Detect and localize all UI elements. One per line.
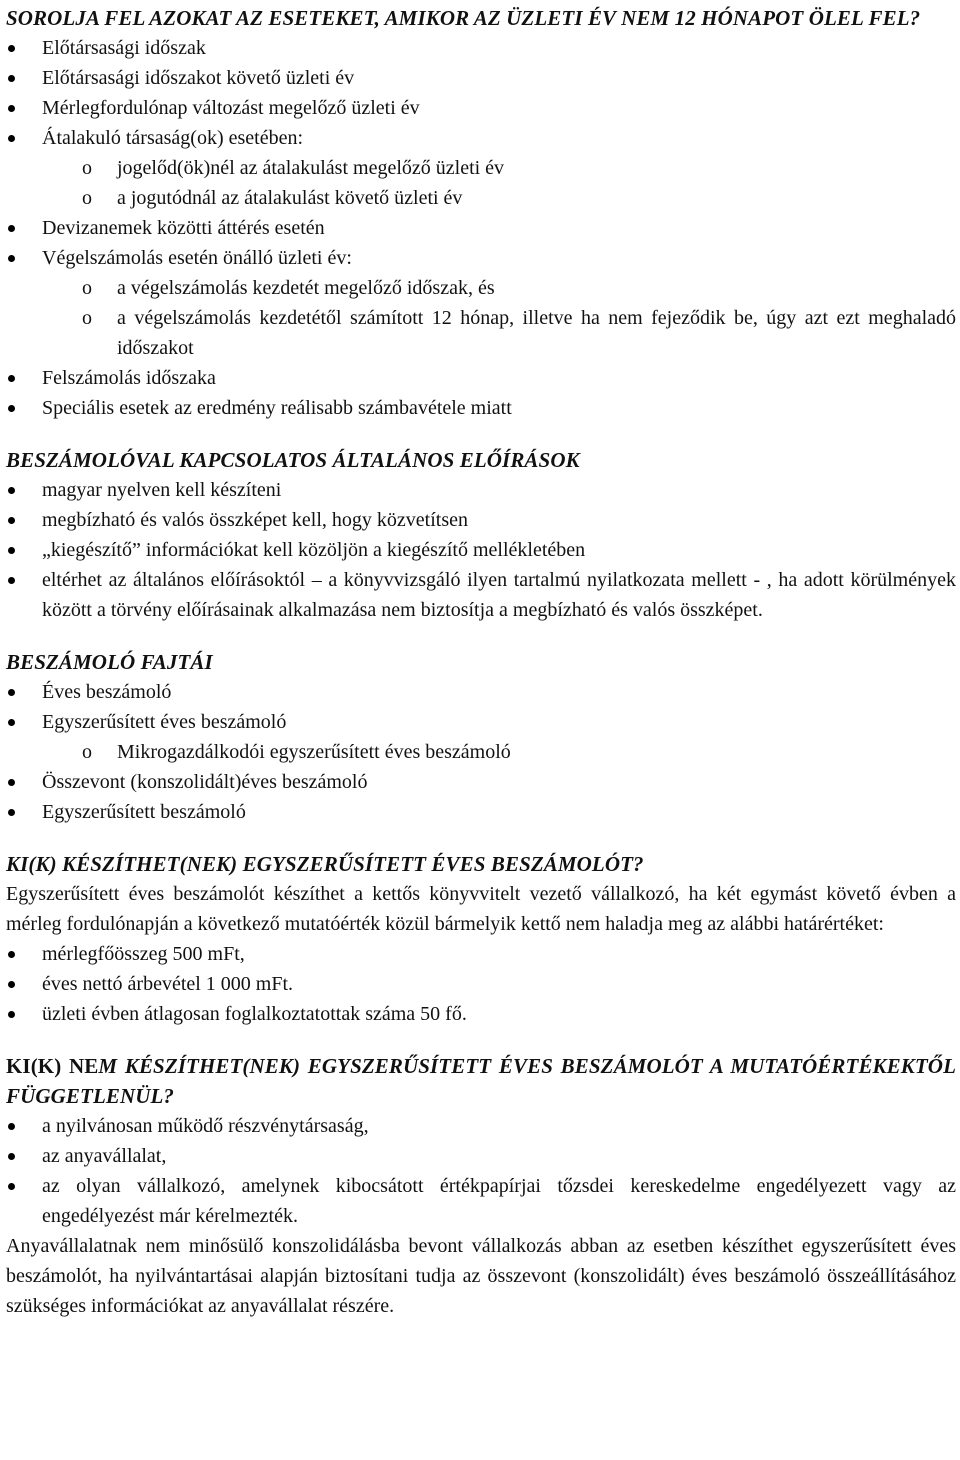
sub-list xyxy=(42,737,956,767)
sub-list-item-text: jogelőd(ök)nél az átalakulást megelőző üzleti év xyxy=(117,157,505,179)
list-item xyxy=(6,505,956,535)
section-heading-who-may-not-prepare xyxy=(6,1051,956,1111)
list-item-text: a nyilvánosan működő részvénytársaság, xyxy=(42,1115,369,1137)
list-item-text: megbízható és valós összképet kell, hogy közvetítsen xyxy=(42,509,469,531)
list-item xyxy=(6,677,956,707)
list-item xyxy=(6,1171,956,1231)
list-general-rules xyxy=(6,475,956,625)
list-item-text: Végelszámolás esetén önálló üzleti év: xyxy=(42,247,352,269)
sub-list-item-text: Mikrogazdálkodói egyszerűsített éves beszámoló xyxy=(117,741,511,763)
list-item-text: Egyszerűsített beszámoló xyxy=(42,801,246,823)
list-item-text: Mérlegfordulónap változást megelőző üzleti év xyxy=(42,97,420,119)
list-item-text: mérlegfőösszeg 500 mFt, xyxy=(42,943,245,965)
list-item-text: Előtársasági időszak xyxy=(42,37,206,59)
paragraph-closing: Anyavállalatnak nem minősülő konszolidálásba bevont vállalkozás abban az esetben készíthet egyszerűsített éves beszámolót, ha nyilvántartásai alapján biztosítani tudja az összevont (konszolidált) éves beszámoló összeállításához szükséges információkat az anyavállalat részére. xyxy=(6,1235,956,1317)
list-item-text: éves nettó árbevétel 1 000 mFt. xyxy=(42,973,294,995)
section-heading-general-rules: BESZÁMOLÓVAL KAPCSOLATOS ÁLTALÁNOS ELŐÍRÁSOK xyxy=(6,448,580,472)
section-heading-report-types: BESZÁMOLÓ FAJTÁI xyxy=(6,650,213,674)
list-item-text: Devizanemek közötti áttérés esetén xyxy=(42,217,325,239)
list-item-text: Speciális esetek az eredmény reálisabb számbavétele miatt xyxy=(42,397,512,419)
sub-list-item-text: a jogutódnál az átalakulást követő üzleti év xyxy=(117,187,463,209)
list-item xyxy=(6,1111,956,1141)
list-report-types xyxy=(6,677,956,827)
heading-rest-text: M KÉSZÍTHET(NEK) EGYSZERŰSÍTETT ÉVES BESZÁMOLÓT A MUTATÓÉRTÉKEKTŐL FÜGGETLENÜL? xyxy=(6,1054,956,1108)
list-item xyxy=(6,123,956,213)
sub-list-item xyxy=(6,153,956,183)
heading-lead-text: KI(K) NE xyxy=(6,1054,99,1078)
list-item-text: „kiegészítő” információkat kell közöljön a kiegészítő mellékletében xyxy=(42,539,586,561)
document-page xyxy=(6,3,956,1321)
list-item xyxy=(6,999,956,1029)
list-item xyxy=(6,475,956,505)
sub-list xyxy=(42,273,956,363)
list-item-text: Átalakuló társaság(ok) esetében: xyxy=(42,127,304,149)
list-item xyxy=(6,363,956,393)
list-item xyxy=(6,33,956,63)
list-item-text: Előtársasági időszakot követő üzleti év xyxy=(42,67,355,89)
list-item xyxy=(6,939,956,969)
section-heading-who-may-prepare: KI(K) KÉSZÍTHET(NEK) EGYSZERŰSÍTETT ÉVES BESZÁMOLÓT? xyxy=(6,852,644,876)
sub-list-item xyxy=(6,737,956,767)
list-item-text: Felszámolás időszaka xyxy=(42,367,216,389)
list-thresholds xyxy=(6,939,956,1029)
section-heading-nonstandard-year: SOROLJA FEL AZOKAT AZ ESETEKET, AMIKOR AZ ÜZLETI ÉV NEM 12 HÓNAPOT ÖLEL FEL? xyxy=(6,6,921,30)
list-item xyxy=(6,797,956,827)
list-item-text: üzleti évben átlagosan foglalkoztatottak száma 50 fő. xyxy=(42,1003,467,1025)
list-item-text: Éves beszámoló xyxy=(42,681,172,703)
list-item xyxy=(6,243,956,363)
sub-list-item xyxy=(6,183,956,213)
sub-list-item xyxy=(6,303,956,363)
list-item xyxy=(6,63,956,93)
list-item xyxy=(6,1141,956,1171)
list-item-text: Egyszerűsített éves beszámoló xyxy=(42,711,287,733)
list-item-text: magyar nyelven kell készíteni xyxy=(42,479,282,501)
list-item xyxy=(6,969,956,999)
sub-list-item-text: a végelszámolás kezdetét megelőző időszak, és xyxy=(117,277,495,299)
list-item xyxy=(6,213,956,243)
list-item-text: Összevont (konszolidált)éves beszámoló xyxy=(42,771,368,793)
list-item-text: az anyavállalat, xyxy=(42,1145,167,1167)
list-item-text: az olyan vállalkozó, amelynek kibocsátott értékpapírjai tőzsdei kereskedelme engedélyezett vagy az engedélyezést már kérelmezték. xyxy=(42,1175,956,1227)
paragraph-intro: Egyszerűsített éves beszámolót készíthet a kettős könyvvitelt vezető vállalkozó, ha két egymást követő évben a mérleg fordulónapján a következő mutatóérték közül bármelyik kettő nem haladja meg az alábbi határértéket: xyxy=(6,883,956,935)
list-item xyxy=(6,393,956,423)
list-exclusions xyxy=(6,1111,956,1231)
sub-list-item xyxy=(6,273,956,303)
sub-list-item-text: a végelszámolás kezdetétől számított 12 hónap, illetve ha nem fejeződik be, úgy azt ezt meghaladó időszakot xyxy=(117,307,956,359)
list-item xyxy=(6,535,956,565)
list-nonstandard-year-cases xyxy=(6,33,956,423)
list-item-text: eltérhet az általános előírásoktól – a könyvvizsgáló ilyen tartalmú nyilatkozata mellett - , ha adott körülmények között a törvény előírásainak alkalmazása nem biztosítja a megbízható és valós összképet. xyxy=(42,569,956,621)
list-item xyxy=(6,93,956,123)
list-item xyxy=(6,707,956,767)
list-item xyxy=(6,565,956,625)
list-item xyxy=(6,767,956,797)
sub-list xyxy=(42,153,956,213)
